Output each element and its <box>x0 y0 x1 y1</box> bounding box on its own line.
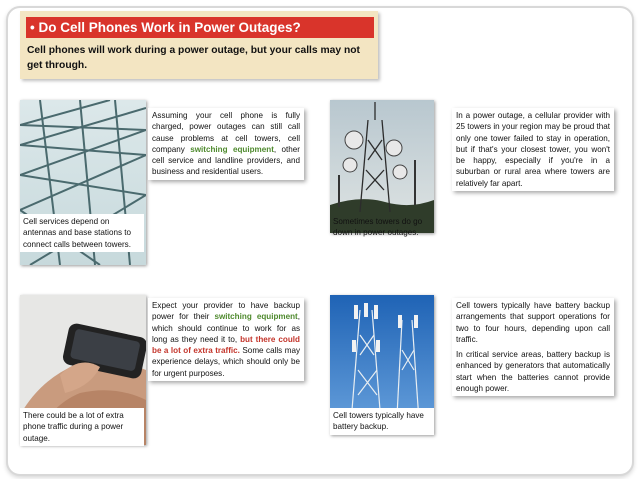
text-box-battery-backup <box>452 298 614 396</box>
photo-4-caption: Cell towers typically have battery backup. <box>330 408 434 435</box>
highlight-switching-equipment-2: switching equipment <box>214 312 298 322</box>
text-3-b: , which should continue to work for as long as they need it to, <box>152 312 300 344</box>
text-4-paragraph-2: In critical service areas, battery backup is enhanced by generators that automatically start when the batteries cannot provide enough power. <box>456 350 610 394</box>
photo-1-caption: Cell services depend on antennas and base stations to connect calls between towers. <box>20 214 144 252</box>
header-box <box>20 11 378 79</box>
slide-title: • Do Cell Phones Work in Power Outages? <box>26 17 374 38</box>
photo-2-caption: Sometimes towers do go down in power outages. <box>333 217 423 238</box>
text-3-a: Expect your provider to have backup power for their <box>152 301 300 322</box>
text-1-a: Assuming your cell phone is fully charged, power outages can still call cause problems at cell towers, cell company <box>152 111 300 154</box>
text-4-paragraph-1: Cell towers typically have battery backup arrangements that support operations for two to four hours, depending upon call traffic. <box>456 301 610 344</box>
text-1-b: , other cell service and landline providers, and business and residential users. <box>152 144 301 177</box>
photo-3-caption: There could be a lot of extra phone traffic during a power outage. <box>20 408 144 446</box>
text-box-backup-power <box>148 298 304 381</box>
text-2: In a power outage, a cellular provider with 25 towers in your region may be proud that only one tower failed to stay in operation, but if that's your closest tower, you won't be happy, especially if you're in a suburban or rural area where towers are relatively far apart. <box>456 111 610 188</box>
text-box-tower-failure <box>452 108 614 191</box>
highlight-extra-traffic: but there could be a lot of extra traffic. <box>152 334 300 356</box>
highlight-switching-equipment-1: switching equipment <box>190 144 274 154</box>
text-3-c: Some calls may experience delays, which should only be for urgent purposes. <box>152 346 300 378</box>
slide-subtitle: Cell phones will work during a power outage, but your calls may not get through. <box>27 45 360 71</box>
text-box-power-outage-problems <box>148 108 304 180</box>
